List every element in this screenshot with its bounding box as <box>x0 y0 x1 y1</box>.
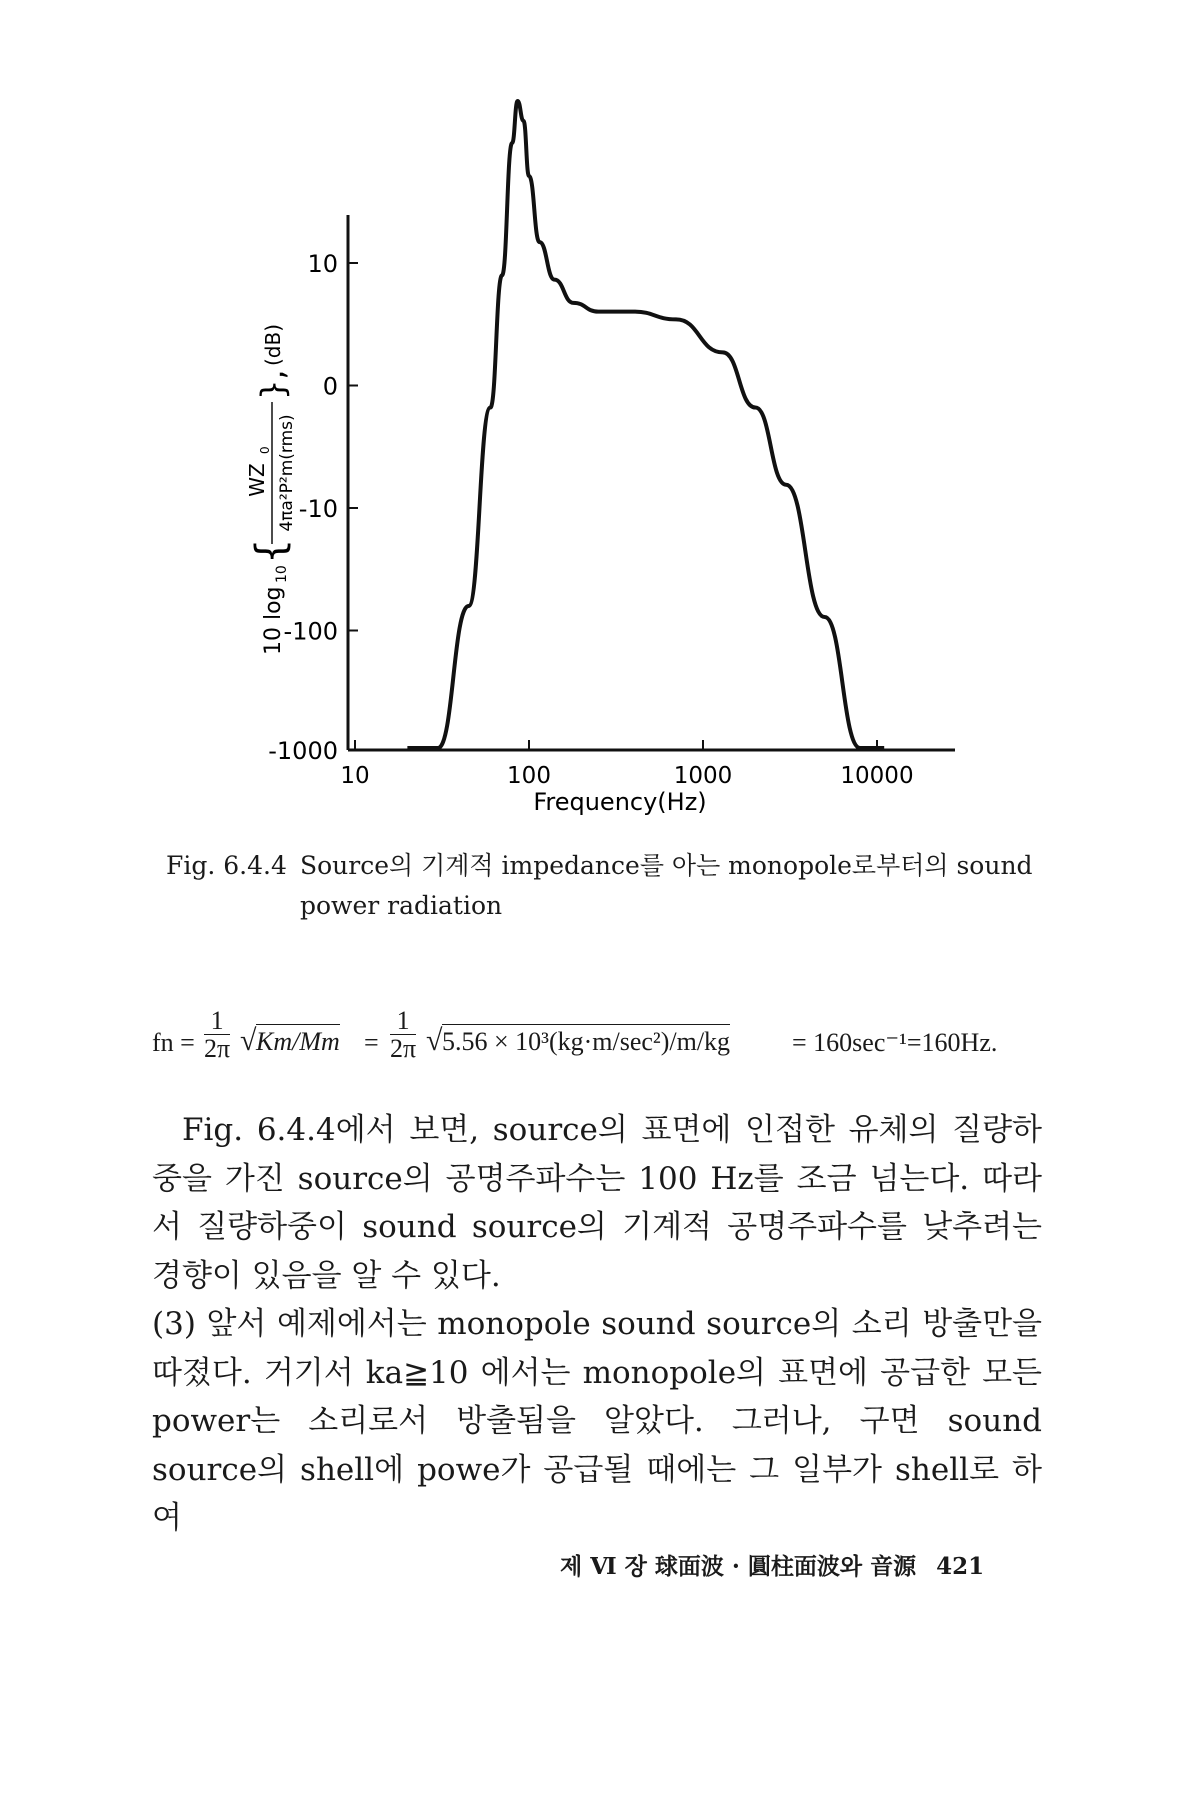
running-head: 제 Ⅵ 장 球面波 · 圓柱面波와 音源 <box>560 1553 917 1580</box>
sqrt-symbol-2: √ <box>426 1024 443 1057</box>
formula-fraction-2: $\frac{1}{2\pi}$ <box>390 1006 417 1063</box>
page-footer <box>560 1548 1040 1581</box>
figure <box>0 0 1200 840</box>
paragraph-1: Fig. 6.4.4에서 보면, source의 표면에 인접한 유체의 질량하중을 가진 source의 공명주파수는 100 Hz를 조금 넘는다. 따라서 질량하중이 sound source의 기계적 공명주파수를 낮추려는 경향이 있음을 알 수 있다. <box>152 1112 1042 1294</box>
page-number: 421 <box>936 1553 985 1580</box>
formula-equals: = <box>364 1028 379 1057</box>
series-line <box>407 101 884 748</box>
ylabel-brace-open: { <box>248 538 294 564</box>
formula-lhs: fn = <box>152 1028 195 1057</box>
x-tick-label: 100 <box>507 763 551 789</box>
power-radiation-chart <box>0 0 1200 840</box>
formula-root-2: 5.56 × 10³(kg·m/sec²)/m/kg <box>442 1024 730 1057</box>
x-axis-label: Frequency(Hz) <box>533 788 707 816</box>
ylabel-sub: 10 <box>274 565 290 583</box>
y-tick-label: 0 <box>322 372 338 401</box>
ylabel-numerator-sub: 0 <box>258 446 272 454</box>
formula-root-1: Km/Mm <box>256 1024 340 1057</box>
ylabel-numerator: WZ <box>245 463 269 497</box>
x-tick-label: 10 <box>340 763 370 789</box>
ylabel-denominator: 4πa²P²m(rms) <box>277 414 297 532</box>
formula-result: = 160sec⁻¹=160Hz. <box>792 1028 998 1057</box>
y-tick-label: 10 <box>307 250 338 278</box>
ylabel-prefix: 10 log <box>261 586 286 655</box>
body-text <box>152 1106 1042 1543</box>
resonance-formula <box>152 1008 1052 1068</box>
x-tick-label: 10000 <box>840 763 914 789</box>
caption-number: Fig. 6.4.4 <box>166 851 287 880</box>
ylabel-brace-close: }, <box>254 369 292 400</box>
caption-text: Source의 기계적 impedance를 아는 monopole로부터의 sound power radiation <box>300 851 1033 920</box>
y-tick-label: -10 <box>298 495 338 523</box>
paragraph-2: (3) 앞서 예제에서는 monopole sound source의 소리 방출만을 따졌다. 거기서 ka≧10 에서는 monopole의 표면에 공급한 모든 power는 소리로서 방출됨을 알았다. 그러나, 구면 sound source의 shell에 powe가 공급될 때에는 그 일부가 shell로 하여 <box>152 1306 1042 1536</box>
x-tick-label: 1000 <box>673 763 733 789</box>
formula-fraction-1: $\frac{1}{2\pi}$ <box>204 1006 231 1063</box>
ylabel-unit: (dB) <box>261 323 285 366</box>
y-tick-label: -100 <box>283 617 338 646</box>
y-axis-label <box>245 324 297 655</box>
sqrt-symbol-1: √ <box>240 1024 257 1057</box>
y-tick-label: -1000 <box>268 737 338 765</box>
